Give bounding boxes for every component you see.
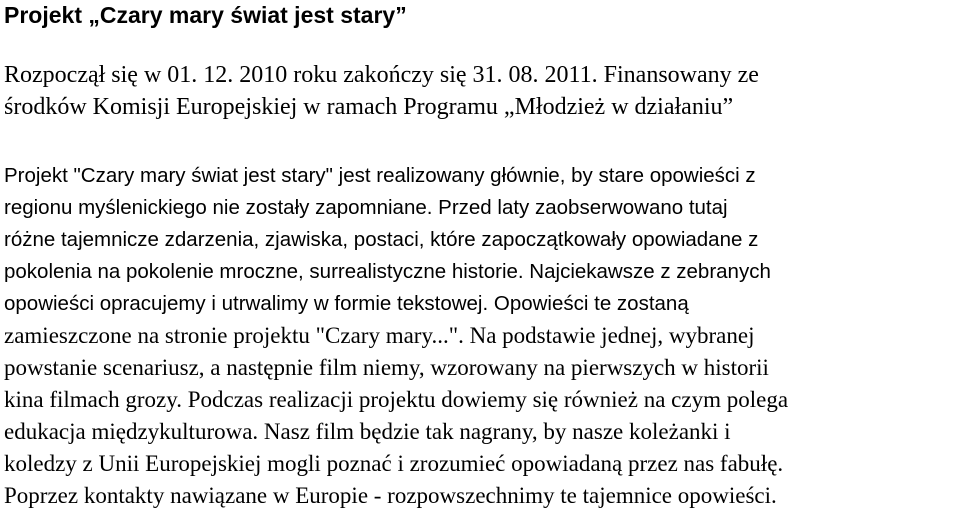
body-line: kina filmach grozy. Podczas realizacji projektu dowiemy się również na czym polega: [4, 387, 789, 412]
body-line: koledzy z Unii Europejskiej mogli poznać i zrozumieć opowiadaną przez nas fabułę.: [4, 451, 784, 476]
document-title: Projekt „Czary mary świat jest stary”: [4, 2, 407, 28]
body-line: edukacja międzykulturowa. Nasz film będzie tak nagrany, by nasze koleżanki i: [4, 419, 731, 444]
intro-paragraph: [4, 59, 959, 123]
body-line: powstanie scenariusz, a następnie film niemy, wzorowany na pierwszych w historii: [4, 355, 769, 380]
body-line: pokolenia na pokolenie mroczne, surrealistyczne historie. Najciekawsze z zebranych: [4, 260, 771, 283]
intro-line: Rozpoczął się w 01. 12. 2010 roku zakończy się 31. 08. 2011. Finansowany ze: [4, 62, 759, 88]
intro-line: środków Komisji Europejskiej w ramach Programu „Młodzież w działaniu”: [4, 94, 734, 120]
body-line: zamieszczone na stronie projektu "Czary mary...". Na podstawie jednej, wybranej: [4, 323, 755, 348]
body-line: Projekt "Czary mary świat jest stary" jest realizowany głównie, by stare opowieści z: [4, 164, 756, 187]
body-paragraph: [4, 160, 959, 512]
body-line: regionu myślenickiego nie zostały zapomniane. Przed laty zaobserwowano tutaj: [4, 196, 728, 219]
body-line: opowieści opracujemy i utrwalimy w formie tekstowej. Opowieści te zostaną: [4, 292, 689, 315]
body-line: różne tajemnicze zdarzenia, zjawiska, postaci, które zapoczątkowały opowiadane z: [4, 228, 759, 251]
body-line: Poprzez kontakty nawiązane w Europie - rozpowszechnimy te tajemnice opowieści.: [4, 483, 777, 508]
